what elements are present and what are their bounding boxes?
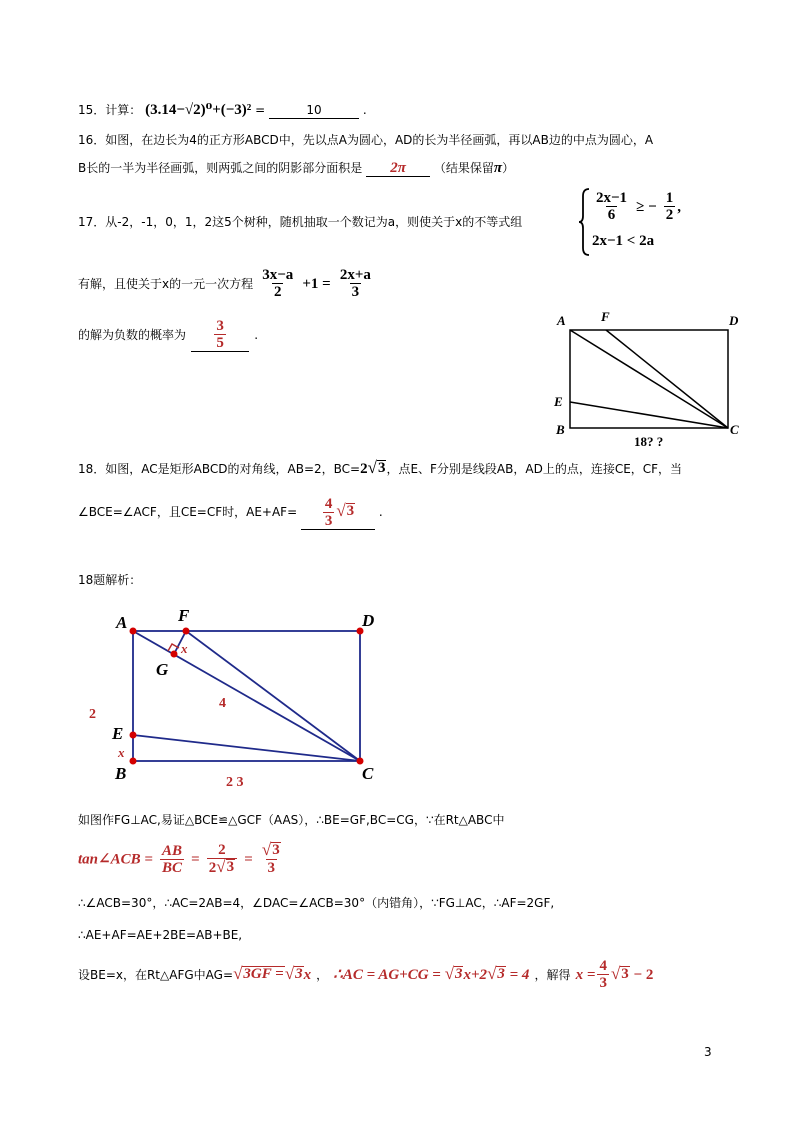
figure-rectangle-q18: [548, 308, 748, 458]
q17-system-brace: [578, 188, 590, 256]
label-e: E: [554, 394, 563, 409]
tan-lhs: tan∠ACB =: [78, 851, 153, 868]
q17-ineq1-end: ,: [677, 199, 682, 215]
solution-line5: 设BE=x，在Rt△AFG中AG= √ 3GF = √ 3 x ， ∴AC = AG+CG = √ 3 x+2 √ 3 = 4 ，解得 x = $\frac{4}{3}$ √ 3 − 2: [78, 958, 654, 991]
q17-eq-mid: +1 =: [302, 276, 331, 292]
solution-line4: ∴AE+AF=AE+2BE=AB+BE,: [78, 928, 243, 942]
q16-pi: π: [493, 160, 503, 176]
label-bc: 2 3: [226, 775, 244, 790]
label-a: A: [116, 613, 128, 632]
point-f: [183, 628, 190, 635]
right-angle-mark-icon: [168, 644, 179, 651]
q18-bc-coef: 2: [360, 461, 368, 477]
q17-ineq1-den: 6: [607, 207, 616, 223]
tan-d2-rad: 3: [226, 859, 235, 875]
q17-eq-lden: 2: [273, 284, 282, 300]
q18-text-a: 18．如图，AC是矩形ABCD的对角线，AB=2，BC=: [78, 462, 361, 476]
sol-l5-expr2a: ∴AC = AG+CG =: [333, 967, 445, 983]
point-g: [171, 651, 178, 658]
sqrt-icon: √: [367, 458, 377, 477]
brace-icon: [578, 188, 590, 256]
tan-n1: AB: [161, 842, 182, 859]
q18-text-b: ，点E、F分别是线段AB，AD上的点，连接CE，CF，当: [386, 462, 683, 476]
solution-line1: 如图作FG⊥AC,易证△BCE≌△GCF（AAS），∴BE=GF,BC=CG，∵在Rt△ABC中: [78, 813, 505, 827]
q17-inequality-1: [592, 190, 681, 223]
sqrt-icon: √: [336, 501, 346, 520]
solution-title: 18题解析：: [78, 573, 142, 587]
sqrt-icon: √: [261, 840, 272, 859]
q16-text-b: （结果保留: [433, 161, 494, 175]
line-ec: [570, 402, 728, 428]
label-four: 4: [219, 696, 226, 711]
q17-line3: [78, 318, 258, 352]
q17-ineq1-rnum: 1: [665, 190, 674, 206]
q18-bc-rad: 3: [377, 460, 386, 476]
tan-n3: 3: [272, 842, 280, 858]
sqrt-icon: √: [487, 964, 497, 983]
q17-answer-den: 5: [216, 335, 224, 351]
q17-ineq1-rel: ≥ −: [636, 199, 657, 215]
q17-ineq1-num: 2x−1: [596, 190, 628, 206]
q15-answer: 10: [269, 102, 359, 119]
solution-tan-line: tan∠ACB = $\frac{AB}{BC}$ = 2 2 √ 3 = √ 3 3: [78, 840, 280, 876]
q15-prefix: 15．计算：: [78, 103, 142, 117]
label-b: B: [115, 764, 127, 783]
sqrt-icon: √: [444, 964, 454, 983]
point-b: [130, 758, 137, 765]
line-fc: [186, 631, 360, 761]
tan-d3: 3: [267, 860, 276, 876]
q15-end: .: [362, 103, 367, 117]
sol-l5-res-b: − 2: [629, 967, 654, 983]
q16-answer: 2π: [390, 160, 406, 176]
tan-d1: BC: [161, 859, 182, 876]
label-c: C: [730, 422, 739, 437]
q15-line: [78, 102, 367, 119]
q17-text2: 有解，且使关于x的一元一次方程: [78, 277, 254, 291]
line-ac: [133, 631, 360, 761]
q17-eq-rden: 3: [351, 284, 360, 300]
q17-text3: 的解为负数的概率为: [78, 328, 187, 342]
q17-eq-rnum: 2x+a: [339, 267, 371, 283]
line-ec: [133, 735, 360, 761]
tan-n2: 2: [218, 842, 226, 858]
sol-l5-text-b: ，解得: [534, 968, 571, 982]
q17-eq-lnum: 3x−a: [262, 267, 294, 283]
sol-l5-mid: ，: [316, 968, 329, 982]
sol-l5-expr2b: x+2: [463, 967, 488, 983]
sqrt-icon: √: [233, 964, 243, 983]
point-a: [130, 628, 137, 635]
label-d: D: [729, 313, 739, 328]
q16-line2: [78, 160, 514, 177]
q17-ineq1-rden: 2: [665, 207, 674, 223]
sol-l5-res-a: x =: [575, 967, 596, 983]
fig1-caption: 18? ?: [634, 434, 664, 449]
q16-text-a: B长的一半为半径画弧，则两弧之间的阴影部分面积是: [78, 161, 363, 175]
figure-solution-diagram: [80, 602, 400, 792]
q18-end: .: [378, 505, 383, 519]
q15-expression: (3.14−√2)⁰+(−3)²: [145, 102, 252, 118]
sqrt-icon: √: [284, 964, 295, 983]
label-a: A: [557, 313, 566, 328]
q17-end: .: [254, 328, 259, 342]
line-ac: [570, 330, 728, 428]
sol-l5-res-den: 3: [599, 975, 607, 991]
label-b: B: [556, 422, 565, 437]
tan-d2-coef: 2: [208, 860, 217, 876]
q18-ans-den: 3: [324, 513, 333, 529]
q16-line1: 16．如图，在边长为4的正方形ABCD中，先以点A为圆心，AD的长为半径画弧，再以AB边的中点为圆心，A: [78, 133, 654, 147]
q18-text-c: ∠BCE=∠ACF，且CE=CF时，AE+AF=: [78, 505, 298, 519]
label-x-left: x: [118, 745, 125, 760]
sol-l5-expr1: 3GF =: [243, 966, 284, 982]
sol-l5-expr2c: = 4: [505, 967, 530, 983]
q17-inequality-2: 2x−1 < 2a: [592, 233, 655, 249]
page-number: 3: [704, 1045, 712, 1059]
q17-answer-num: 3: [216, 318, 224, 334]
q15-equals: =: [255, 103, 266, 117]
q18-ans-rad: 3: [346, 503, 355, 519]
sol-l5-res-num: 4: [599, 958, 607, 974]
q18-line2: [78, 496, 383, 530]
q17-line1: 17．从-2，-1，0，1，2这5个树种，随机抽取一个数记为a，则使关于x的不等式组: [78, 215, 523, 229]
label-f: F: [178, 606, 190, 625]
q18-ans-num: 4: [324, 496, 333, 512]
q18-line1: [78, 460, 682, 477]
line-fc: [606, 330, 728, 428]
label-g: G: [156, 660, 169, 679]
label-d: D: [362, 611, 375, 630]
sol-l5-expr1b: x: [303, 967, 312, 983]
solution-line3: ∴∠ACB=30°，∴AC=2AB=4，∠DAC=∠ACB=30°（内错角），∵FG⊥AC，∴AF=2GF,: [78, 896, 555, 910]
label-c: C: [362, 764, 374, 783]
label-e: E: [112, 724, 124, 743]
label-two: 2: [89, 707, 96, 722]
sqrt-icon: √: [610, 964, 621, 983]
q16-text-c: ）: [502, 161, 515, 175]
q17-line2: [78, 267, 375, 300]
label-x-top: x: [181, 641, 188, 656]
point-e: [130, 732, 137, 739]
sqrt-icon: √: [216, 857, 226, 876]
label-f: F: [601, 309, 610, 324]
sol-l5-text-a: 设BE=x，在Rt△AFG中AG=: [78, 968, 234, 982]
